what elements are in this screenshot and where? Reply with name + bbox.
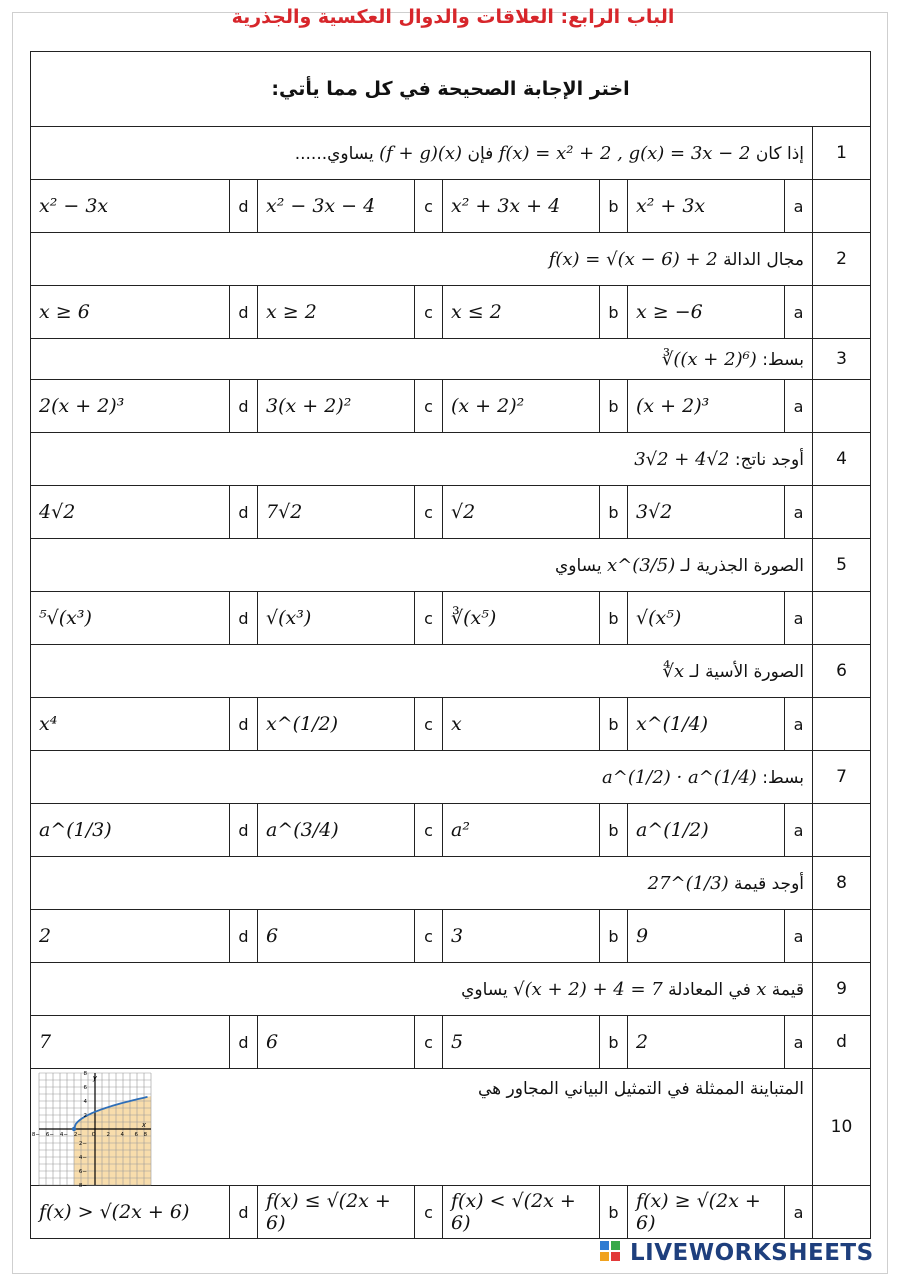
option-d[interactable]: x⁴ [31,698,230,751]
option-b[interactable]: x ≤ 2 [443,286,600,339]
question-text [31,233,813,286]
option-b[interactable]: x² + 3x + 4 [443,180,600,233]
options-row [31,592,871,645]
question-math: a^(1/2) · a^(1/4) [602,766,757,788]
question-prefix: الصورة الجذرية لـ [680,555,804,576]
option-c[interactable]: 6 [258,1016,415,1069]
question-suffix: يساوي...... [294,143,374,164]
option-c[interactable]: x ≥ 2 [258,286,415,339]
answer-cell[interactable] [813,486,871,539]
option-c[interactable]: x^(1/2) [258,698,415,751]
option-letter-d: d [230,1186,258,1239]
question-prefix: بسط: [762,767,804,788]
option-a[interactable]: 3√2 [628,486,785,539]
option-b[interactable]: a² [443,804,600,857]
question-number: 4 [813,433,871,486]
option-letter-a: a [785,486,813,539]
question-prefix: قيمة [771,979,804,1000]
option-letter-d: d [230,286,258,339]
liveworksheets-logo [600,1240,874,1266]
option-d[interactable]: 2(x + 2)³ [31,380,230,433]
x-tick-label: −8 [31,1132,40,1138]
option-letter-d: d [230,1016,258,1069]
question-number: 9 [813,963,871,1016]
option-letter-a: a [785,1016,813,1069]
option-letter-b: b [600,804,628,857]
question-row [31,645,871,698]
question-number: 8 [813,857,871,910]
question-text [31,645,813,698]
x-axis-label: x [141,1121,146,1129]
answer-cell[interactable] [813,180,871,233]
brand-text: LIVEWORKSHEETS [630,1240,874,1266]
question-row [31,1069,871,1186]
question-prefix: المتباينة الممثلة في التمثيل البياني المجاور هي [478,1079,804,1099]
option-letter-a: a [785,1186,813,1239]
option-letter-d: d [230,592,258,645]
option-letter-c: c [415,592,443,645]
inequality-graph [31,1071,151,1189]
option-d[interactable]: ⁵√(x³) [31,592,230,645]
question-row [31,233,871,286]
option-d[interactable]: x ≥ 6 [31,286,230,339]
options-row [31,380,871,433]
option-letter-c: c [415,910,443,963]
question-number: 7 [813,751,871,804]
option-letter-a: a [785,804,813,857]
options-row [31,180,871,233]
question-suffix: يساوي [461,979,508,1000]
option-d[interactable]: a^(1/3) [31,804,230,857]
option-letter-d: d [230,486,258,539]
y-tick-label: 8 [83,1071,87,1077]
liveworksheets-icon [600,1241,624,1265]
option-b[interactable]: (x + 2)² [443,380,600,433]
option-a[interactable]: x ≥ −6 [628,286,785,339]
question-math: f(x) = x² + 2 , g(x) = 3x − 2 [498,142,751,164]
y-axis-label: y [92,1074,97,1082]
x-tick-label: −6 [45,1132,54,1138]
option-c[interactable]: √(x³) [258,592,415,645]
question-number: 3 [813,339,871,380]
options-row [31,286,871,339]
option-c[interactable]: 3(x + 2)² [258,380,415,433]
question-text [31,433,813,486]
option-a[interactable]: f(x) ≥ √(2x + 6) [628,1186,785,1239]
question-row [31,339,871,380]
question-text [31,857,813,910]
question-math: x [756,978,767,1000]
y-tick-label: 4 [83,1099,87,1105]
question-prefix: إذا كان [755,143,804,164]
question-row [31,539,871,592]
question-row [31,963,871,1016]
option-letter-c: c [415,486,443,539]
option-d[interactable]: 4√2 [31,486,230,539]
option-letter-c: c [415,1016,443,1069]
y-tick-label: −2 [78,1141,87,1147]
option-b[interactable]: f(x) < √(2x + 6) [443,1186,600,1239]
y-tick-label: 2 [83,1113,87,1119]
option-letter-c: c [415,804,443,857]
option-letter-b: b [600,910,628,963]
option-letter-c: c [415,698,443,751]
question-math: 27^(1/3) [647,872,729,894]
option-c[interactable]: a^(3/4) [258,804,415,857]
option-letter-b: b [600,286,628,339]
option-d[interactable]: x² − 3x [31,180,230,233]
option-letter-c: c [415,380,443,433]
question-prefix: بسط: [762,349,804,370]
chapter-title: الباب الرابع: العلاقات والدوال العكسية والجذرية [231,6,675,28]
quiz-table [30,51,871,1239]
option-d[interactable]: f(x) > √(2x + 6) [31,1186,230,1239]
x-tick-label: 6 [134,1132,138,1138]
option-letter-b: b [600,180,628,233]
option-letter-d: d [230,180,258,233]
option-letter-c: c [415,286,443,339]
question-math: 3√2 + 4√2 [634,448,730,470]
question-row [31,127,871,180]
option-b[interactable]: 5 [443,1016,600,1069]
options-row [31,1186,871,1239]
option-d[interactable]: 7 [31,1016,230,1069]
option-a[interactable]: (x + 2)³ [628,380,785,433]
question-connector: في المعادلة [668,979,751,1000]
option-letter-b: b [600,1016,628,1069]
option-letter-d: d [230,804,258,857]
option-a[interactable]: a^(1/2) [628,804,785,857]
question-text [31,127,813,180]
question-row [31,857,871,910]
option-letter-d: d [230,910,258,963]
answer-cell[interactable] [813,1186,871,1239]
answer-cell[interactable] [813,592,871,645]
option-a[interactable]: 9 [628,910,785,963]
options-row [31,698,871,751]
options-row [31,910,871,963]
question-prefix: الصورة الأسية لـ [689,661,804,682]
question-text [31,751,813,804]
question-math2: √(x + 2) + 4 = 7 [513,978,663,1000]
option-b[interactable]: 3 [443,910,600,963]
question-text [31,963,813,1016]
option-c[interactable]: 6 [258,910,415,963]
option-letter-a: a [785,698,813,751]
question-prefix: أوجد ناتج: [734,449,804,470]
option-c[interactable]: 7√2 [258,486,415,539]
option-a[interactable]: 2 [628,1016,785,1069]
answer-cell[interactable]: d [813,1016,871,1069]
option-letter-a: a [785,286,813,339]
option-a[interactable]: x² + 3x [628,180,785,233]
answer-cell[interactable] [813,804,871,857]
question-math2: (f + g)(x) [379,142,463,164]
y-tick-label: −4 [78,1155,87,1161]
option-letter-d: d [230,698,258,751]
question-suffix: يساوي [554,555,602,576]
answer-cell[interactable] [813,286,871,339]
option-letter-b: b [600,486,628,539]
question-number: 10 [813,1069,871,1186]
x-tick-label: 4 [120,1132,124,1138]
question-row [31,751,871,804]
question-text [31,1069,813,1189]
option-letter-d: d [230,380,258,433]
question-text [31,539,813,592]
question-text [31,339,813,380]
x-tick-label: 8 [143,1132,147,1138]
question-math: f(x) = √(x − 6) + 2 [548,248,718,270]
options-row [31,486,871,539]
question-connector: فإن [467,143,494,164]
option-letter-a: a [785,592,813,645]
question-row [31,433,871,486]
option-a[interactable]: √(x⁵) [628,592,785,645]
x-tick-label: −2 [73,1132,82,1138]
y-tick-label: 6 [83,1085,87,1091]
question-number: 1 [813,127,871,180]
option-letter-b: b [600,380,628,433]
options-row [31,804,871,857]
option-d[interactable]: 2 [31,910,230,963]
option-letter-b: b [600,592,628,645]
option-c[interactable]: f(x) ≤ √(2x + 6) [258,1186,415,1239]
option-letter-b: b [600,698,628,751]
option-letter-c: c [415,1186,443,1239]
question-prefix: مجال الدالة [723,249,804,270]
question-math: x^(3/5) [606,554,676,576]
y-tick-label: −6 [78,1169,87,1175]
y-tick-label: −8 [78,1183,87,1189]
option-c[interactable]: x² − 3x − 4 [258,180,415,233]
x-tick-label: O [91,1132,96,1138]
instruction: اختر الإجابة الصحيحة في كل مما يأتي: [31,52,871,127]
question-math: ∛((x + 2)⁶) [661,348,757,370]
answer-cell[interactable] [813,380,871,433]
option-b[interactable]: ∛(x⁵) [443,592,600,645]
answer-cell[interactable] [813,910,871,963]
question-number: 5 [813,539,871,592]
options-row [31,1016,871,1069]
x-tick-label: 2 [106,1132,110,1138]
option-b[interactable]: √2 [443,486,600,539]
answer-cell[interactable] [813,698,871,751]
option-letter-a: a [785,380,813,433]
start-point [72,1127,76,1131]
question-number: 2 [813,233,871,286]
option-letter-b: b [600,1186,628,1239]
option-a[interactable]: x^(1/4) [628,698,785,751]
question-prefix: أوجد قيمة [734,873,804,894]
option-letter-a: a [785,180,813,233]
question-math: ∜x [662,660,685,682]
question-number: 6 [813,645,871,698]
option-b[interactable]: x [443,698,600,751]
x-tick-label: −4 [59,1132,68,1138]
option-letter-c: c [415,180,443,233]
option-letter-a: a [785,910,813,963]
